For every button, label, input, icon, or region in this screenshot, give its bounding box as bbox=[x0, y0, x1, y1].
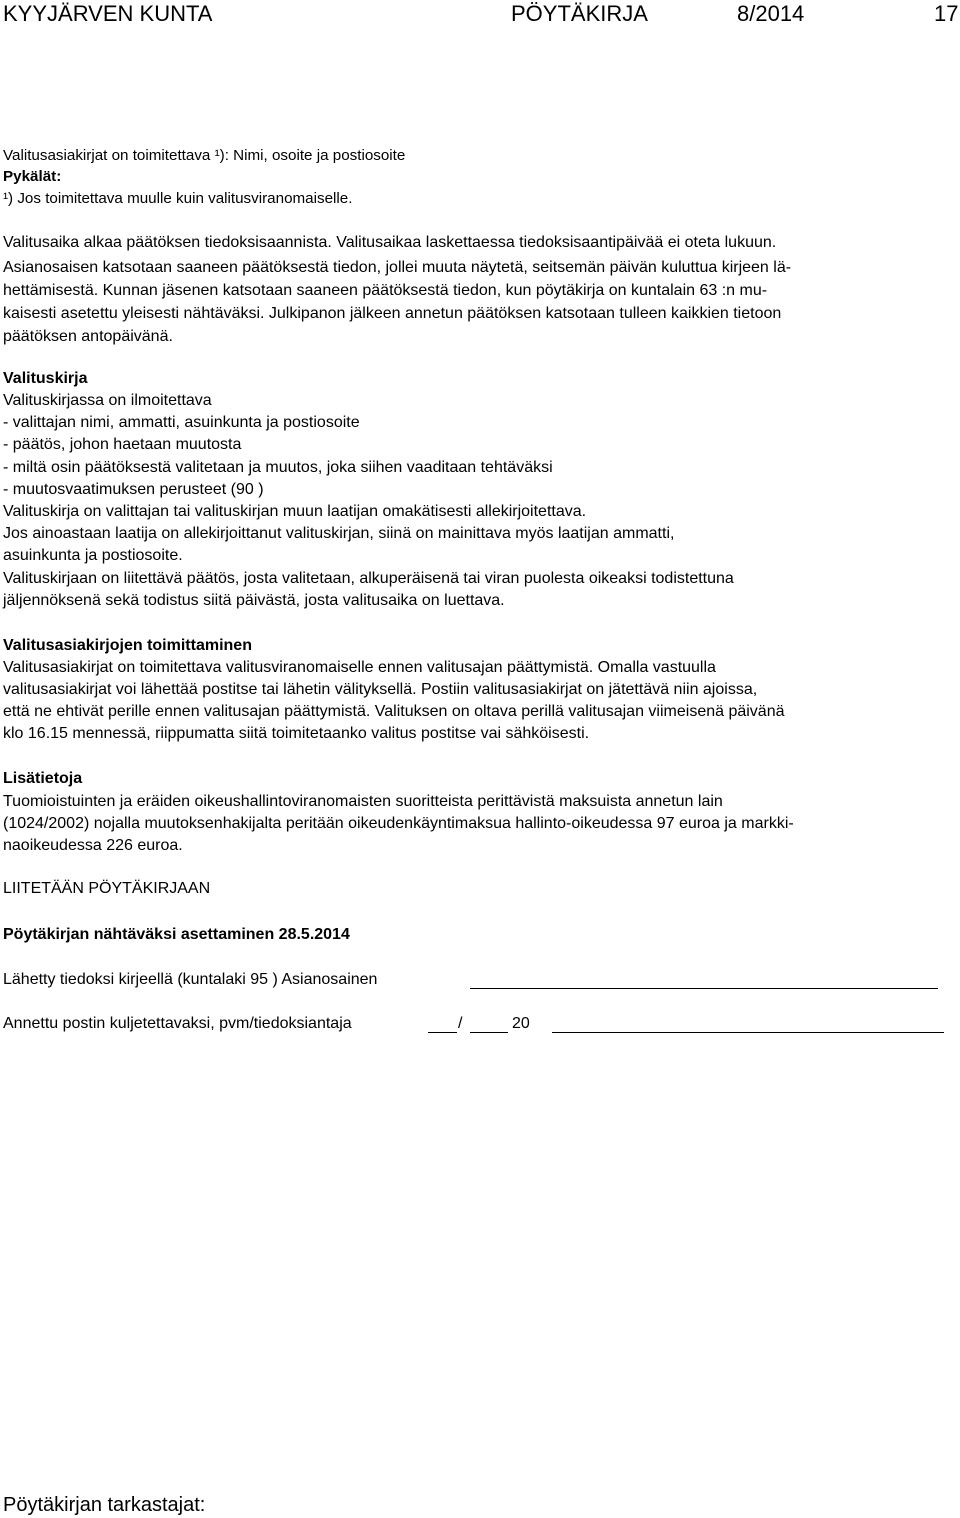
time-limit-line: päätöksen antopäivänä. bbox=[3, 328, 173, 345]
year-prefix: 20 bbox=[512, 1015, 530, 1032]
valituskirja-line: jäljennöksenä sekä todistus siitä päivästä, josta valitusaika on luettava. bbox=[3, 592, 505, 609]
document-number: 8/2014 bbox=[737, 1, 805, 26]
valituskirja-line: Valituskirjassa on ilmoitettava bbox=[3, 392, 212, 409]
lisatietoja-heading: Lisätietoja bbox=[3, 770, 83, 787]
toimittaminen-line: valitusasiakirjat voi lähettää postitse tai lähetin välityksellä. Postiin valitusasiakirjat on jätettävä niin ajoissa, bbox=[3, 681, 758, 698]
time-limit-line: kaisesti asetettu yleisesti nähtäväksi. Julkipanon jälkeen annetun päätöksen katsotaan tulleen kaikkien tietoon bbox=[3, 305, 782, 322]
recipient-blank bbox=[470, 988, 938, 989]
valituskirja-line: - valittajan nimi, ammatti, asuinkunta ja postiosoite bbox=[3, 414, 360, 431]
municipality-name: KYYJÄRVEN KUNTA bbox=[3, 1, 213, 26]
month-blank bbox=[470, 1032, 508, 1033]
time-limit-line: Asianosaisen katsotaan saaneen päätöksestä tiedon, jollei muuta näytetä, seitsemän päivän kuluttua kirjeen lä- bbox=[3, 259, 792, 276]
toimittaminen-line: klo 16.15 mennessä, riippumatta siitä toimitetaanko valitus postitse vai sähköisesti. bbox=[3, 725, 590, 742]
document-type: PÖYTÄKIRJA bbox=[511, 1, 648, 26]
footnote-line: ¹) Jos toimitettava muulle kuin valitusviranomaiselle. bbox=[3, 190, 353, 207]
date-separator: / bbox=[458, 1015, 463, 1032]
page-number: 17 bbox=[934, 1, 959, 26]
lisatietoja-line: Tuomioistuinten ja eräiden oikeushallintoviranomaisten suoritteista perittävistä maksuista annetun lain bbox=[3, 793, 723, 810]
valituskirja-line: asuinkunta ja postiosoite. bbox=[3, 547, 183, 564]
delivered-notice-label: Annettu postin kuljetettavaksi, pvm/tiedoksiantaja bbox=[3, 1015, 352, 1032]
time-limit-line: hettämisestä. Kunnan jäsenen katsotaan saaneen päätöksestä tiedon, kun pöytäkirja on kuntalain 63 :n mu- bbox=[3, 282, 768, 299]
toimittaminen-line: että ne ehtivät perille ennen valitusajan päättymistä. Valituksen on oltava perillä valitusajan viimeisenä päivänä bbox=[3, 703, 785, 720]
attachment-note: LIITETÄÄN PÖYTÄKIRJAAN bbox=[3, 880, 211, 897]
sections-label: Pykälät: bbox=[3, 168, 62, 185]
day-blank bbox=[428, 1032, 457, 1033]
lisatietoja-line: (1024/2002) nojalla muutoksenhakijalta peritään oikeudenkäyntimaksua hallinto-oikeudessa 97 euroa ja markki- bbox=[3, 815, 794, 832]
valituskirja-line: - muutosvaatimuksen perusteet (90 ) bbox=[3, 481, 264, 498]
inspectors-label: Pöytäkirjan tarkastajat: bbox=[3, 1494, 206, 1516]
sent-notice-label: Lähetty tiedoksi kirjeellä (kuntalaki 95 ) Asianosainen bbox=[3, 971, 378, 988]
toimittaminen-line: Valitusasiakirjat on toimitettava valitusviranomaiselle ennen valitusajan päättymistä. Omalla vastuulla bbox=[3, 659, 716, 676]
valituskirja-line: Valituskirjaan on liitettävä päätös, josta valitetaan, alkuperäisenä tai viran puolesta oikeaksi todistettuna bbox=[3, 570, 734, 587]
valituskirja-heading: Valituskirja bbox=[3, 370, 88, 387]
signature-blank bbox=[552, 1032, 944, 1033]
time-limit-line: Valitusaika alkaa päätöksen tiedoksisaannista. Valitusaikaa laskettaessa tiedoksisaantipäivää ei oteta lukuun. bbox=[3, 234, 777, 251]
valituskirja-line: - päätös, johon haetaan muutosta bbox=[3, 436, 242, 453]
lisatietoja-line: naoikeudessa 226 euroa. bbox=[3, 837, 183, 854]
toimittaminen-heading: Valitusasiakirjojen toimittaminen bbox=[3, 637, 252, 654]
valituskirja-line: - miltä osin päätöksestä valitetaan ja muutos, joka siihen vaaditaan tehtäväksi bbox=[3, 459, 553, 476]
posting-date: Pöytäkirjan nähtäväksi asettaminen 28.5.2014 bbox=[3, 926, 350, 943]
valituskirja-line: Valituskirja on valittajan tai valituskirjan muun laatijan omakätisesti allekirjoitettava. bbox=[3, 503, 587, 520]
delivery-recipient-line: Valitusasiakirjat on toimitettava ¹): Nimi, osoite ja postiosoite bbox=[3, 147, 406, 164]
valituskirja-line: Jos ainoastaan laatija on allekirjoittanut valituskirjan, siinä on mainittava myös laatijan ammatti, bbox=[3, 525, 675, 542]
